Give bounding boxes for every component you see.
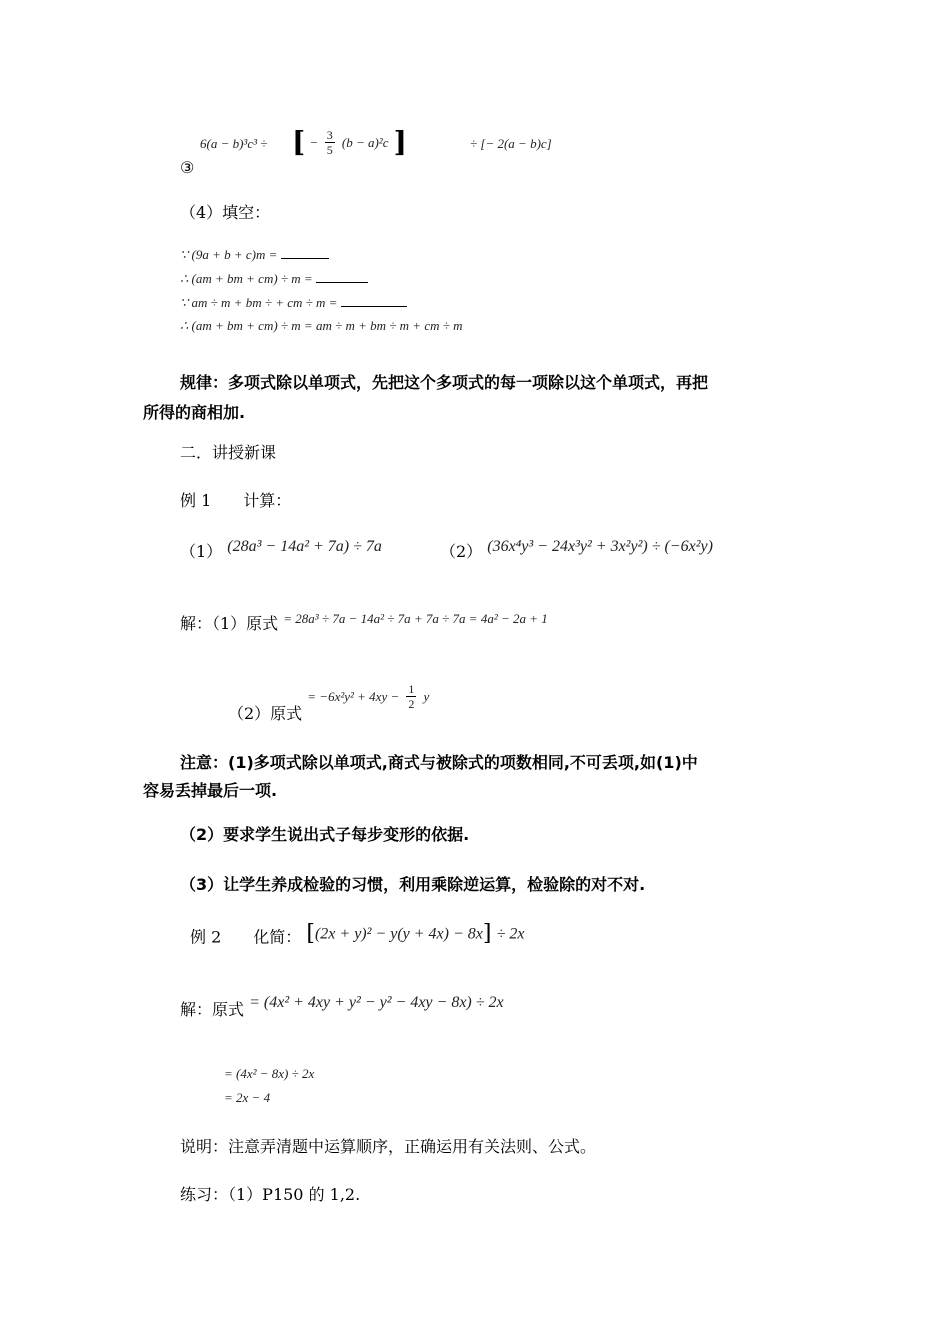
fill-line-2 <box>180 270 368 287</box>
part-2-expr: (36x⁴y³ − 24x³y² + 3x²y²) ÷ (−6x²y) <box>487 538 713 555</box>
note-item-2: （2）要求学生说出式子每步变形的依据. <box>180 825 470 844</box>
part-1-expr: (28a³ − 14a² + 7a) ÷ 7a <box>227 538 382 555</box>
explanation: 说明：注意弄清题中运算顺序，正确运用有关法则、公式。 <box>180 1137 597 1156</box>
fill-line-2-text: ∴ (am + bm + cm) ÷ m = <box>180 271 316 286</box>
bracket-group <box>292 125 407 159</box>
section-heading: 二．讲授新课 <box>180 443 277 462</box>
note-line-2: 容易丢掉最后一项. <box>143 781 278 800</box>
formula-part2: (b − a)²c <box>341 135 389 150</box>
note-item-3: （3）让学生养成检验的习惯，利用乘除逆运算，检验除的对不对. <box>180 875 646 894</box>
part-1-label: （1） <box>180 542 223 561</box>
solution-2-step-3: = 2x − 4 <box>224 1090 271 1105</box>
solution-2 <box>180 992 504 1020</box>
solution-1 <box>180 608 548 634</box>
solution-1-label: 解：（1）原式 <box>180 614 279 633</box>
solution-2-expr: = −6x²y² + 4xy − <box>307 689 400 704</box>
answer-blank <box>316 270 368 283</box>
right-bracket: ] <box>482 921 492 946</box>
solution-2-label: 解：原式 <box>180 1000 245 1019</box>
practice: 练习：（1）P150 的 1,2. <box>180 1185 361 1204</box>
fill-line-1-text: ∵ (9a + b + c)m = <box>180 247 281 262</box>
solution-2-label: （2）原式 <box>228 704 303 723</box>
fraction-numerator: 3 <box>326 128 333 142</box>
example-1-part-1 <box>180 536 382 562</box>
rule-line-2: 所得的商相加. <box>143 403 246 422</box>
problem-marker: ③ <box>180 158 195 177</box>
formula-part1: 6(a − b)³c³ ÷ <box>200 136 268 151</box>
solution-2-step-2: = (4x² − 8x) ÷ 2x <box>224 1066 315 1081</box>
rule-line-1: 规律：多项式除以单项式，先把这个多项式的每一项除以这个单项式，再把 <box>180 373 709 392</box>
answer-blank <box>341 294 407 307</box>
fraction-denominator: 5 <box>326 143 333 157</box>
solution-2-expr: = (4x² + 4xy + y² − y² − 4xy − 8x) ÷ 2x <box>249 994 504 1011</box>
note-line-1: 注意：(1)多项式除以单项式,商式与被除式的项数相同,不可丢项,如(1)中 <box>180 753 698 772</box>
part-2-label: （2） <box>440 542 483 561</box>
example-1-label: 例 1 计算： <box>180 491 292 510</box>
answer-blank <box>281 246 329 259</box>
fill-line-3 <box>180 294 407 311</box>
example-2-expr: (2x + y)² − y(y + 4x) − 8x <box>314 925 483 943</box>
fraction-3-5 <box>325 128 335 157</box>
fraction-denominator: 2 <box>408 697 415 711</box>
example-1-part-2 <box>440 536 713 562</box>
formula-part3: ÷ [− 2(a − b)c] <box>470 136 552 151</box>
example-2-tail: ÷ 2x <box>496 925 525 943</box>
example-2-label: 例 2 化简： <box>190 927 302 947</box>
left-bracket: [ <box>292 125 306 159</box>
solution-1-expr: = 28a³ ÷ 7a − 14a² ÷ 7a + 7a ÷ 7a = 4a² − 2a + 1 <box>283 611 548 626</box>
left-bracket: [ <box>306 921 315 946</box>
fraction-numerator: 1 <box>408 682 415 696</box>
fill-line-4: ∴ (am + bm + cm) ÷ m = am ÷ m + bm ÷ m + cm ÷ m <box>180 318 463 333</box>
solution-1-part-2 <box>228 682 429 724</box>
right-bracket: ] <box>393 125 407 159</box>
fill-line-1 <box>180 246 329 263</box>
example-2 <box>190 920 524 948</box>
fill-line-3-text: ∵ am ÷ m + bm ÷ + cm ÷ m = <box>180 295 341 310</box>
fraction-1-2 <box>406 682 416 711</box>
fill-heading: （4）填空： <box>180 203 271 222</box>
solution-2-tail: y <box>423 689 430 704</box>
minus-sign: − <box>310 135 318 150</box>
